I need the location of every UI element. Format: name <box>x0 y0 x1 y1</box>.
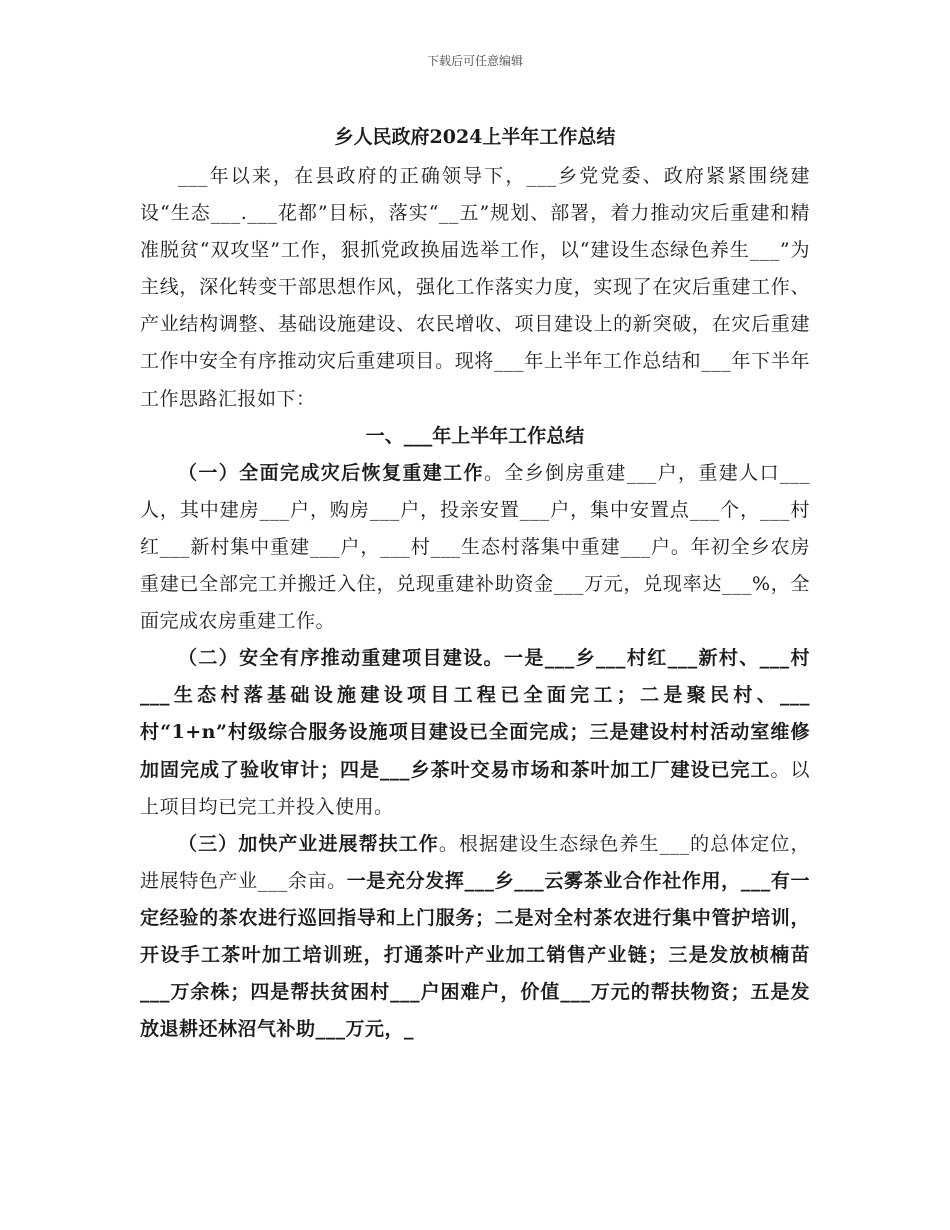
paragraph-2-bold-text: 。一是___乡___村红___新村、___村___生态村落基础设施建设项目工程已全面完工；二是聚民村、___村“1+n”村级综合服务设施项目建设已全面完成；三是建设村村活动室维修加固完成了验收审计；四是___乡茶叶交易市场和茶叶加工厂建设已完工 <box>140 647 810 781</box>
document-body <box>140 118 810 1048</box>
page-header-note: 下载后可任意编辑 <box>426 54 523 68</box>
document-title: 乡人民政府2024上半年工作总结 <box>334 126 616 148</box>
paragraph-2 <box>140 640 810 825</box>
paragraph-3-text: 。根据建设生态绿色养生___的总体定位，进展特色产业___余亩。 <box>140 832 810 892</box>
paragraph-1-text: 。全乡倒房重建___户，重建人口___人，其中建房___户，购房___户，投亲安置___户，集中安置点___个，___村红___新村集中重建___户，___村___生态村落集中重建___户。年初全乡农房重建已全部完工并搬迁入住，兑现重建补助资金___万元，兑现率达___%，全面完成农房重建工作。 <box>140 461 810 633</box>
intro-paragraph: ___年以来，在县政府的正确领导下，___乡党党委、政府紧紧围绕建设“生态___.___花都”目标，落实“__五”规划、部署，着力推动灾后重建和精准脱贫“双攻坚”工作，狠抓党政换届选举工作，以“建设生态绿色养生___”为主线，深化转变干部思想作风，强化工作落实力度，实现了在灾后重建工作、产业结构调整、基础设施建设、农民增收、项目建设上的新突破，在灾后重建工作中安全有序推动灾后重建项目。现将___年上半年工作总结和___年下半年工作思路汇报如下： <box>140 165 810 410</box>
section-heading-1: 一、___年上半年工作总结 <box>365 424 585 447</box>
paragraph-3-bold-text: 一是充分发挥___乡___云雾茶业合作社作用，___有一定经验的茶农进行巡回指导和上门服务；二是对全村茶农进行集中管护培训，开设手工茶叶加工培训班，打通茶叶产业加工销售产业链；三是发放桢楠苗___万余株；四是帮扶贫困村___户困难户，价值___万元的帮扶物资；五是发放退耕还林沼气补助___万元，_ <box>140 869 810 1041</box>
paragraph-3-lead: （三）加快产业进展帮扶工作 <box>178 832 439 855</box>
paragraph-2-text: 。以上项目均已完工并投入使用。 <box>140 758 810 818</box>
paragraph-1-lead: （一）全面完成灾后恢复重建工作 <box>178 461 484 484</box>
paragraph-2-lead: （二）安全有序推动重建项目建设 <box>178 647 484 670</box>
paragraph-1 <box>140 455 810 640</box>
paragraph-3 <box>140 826 810 1049</box>
